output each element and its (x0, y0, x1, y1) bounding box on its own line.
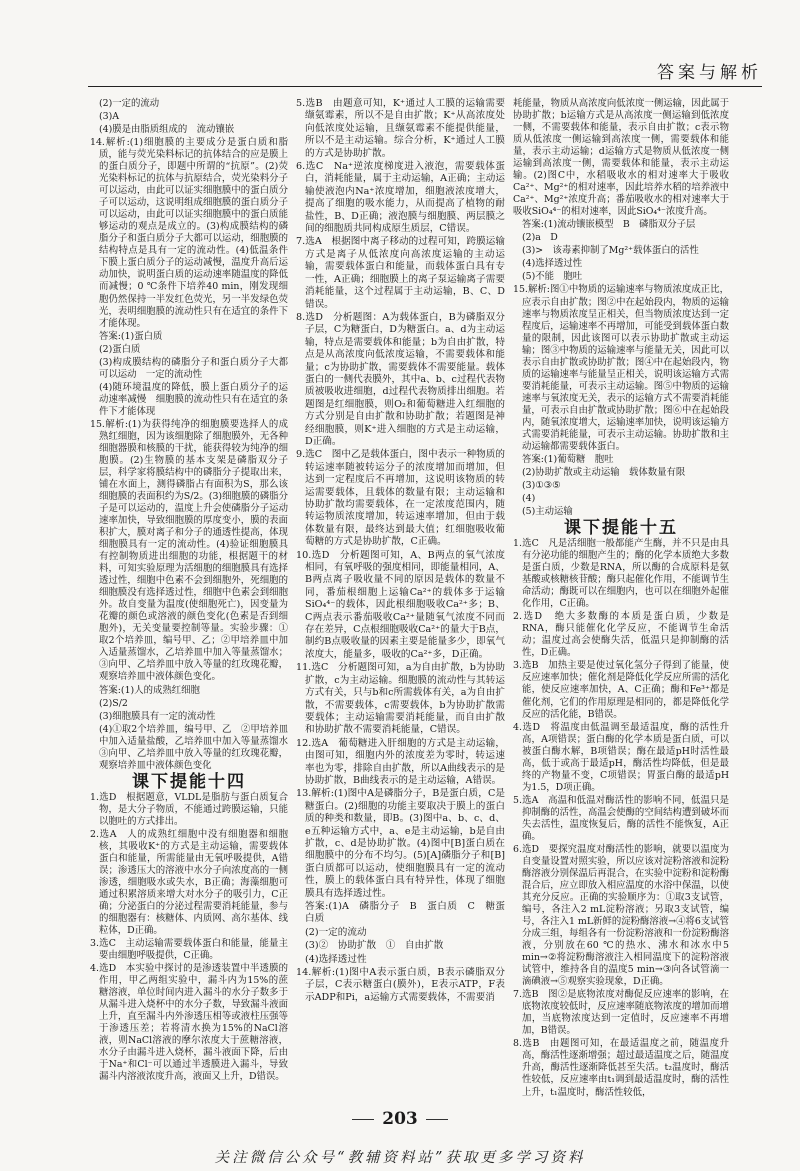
answer-item: 6.选C Na⁺逆浓度梯度进入液泡，需要载体蛋白，消耗能量，属于主动运输，A正确；主动运输使液泡内Na⁺浓度增加，细胞液浓度增大，提高了细胞的吸水能力，从而提高了植物的耐盐性，B、D正确；液泡膜与细胞膜、两层膜之间的细胞质共同构成原生质层，C错误。 (296, 161, 505, 235)
answer-line: (3)构成膜结构的磷脂分子和蛋白质分子大都可以运动 一定的流动性 (99, 356, 288, 380)
answer-line: (4) (522, 493, 536, 504)
answer-line: (4)选择透过性 (305, 953, 367, 965)
answer-item: 13.解析:(1)图中A是磷脂分子，B是蛋白质，C是糖蛋白。(2)细胞的功能主要取决于膜上的蛋白质的种类和数量，即B。(3)图中a、b、c、d、e五种运输方式中，a、e是主动运输，b是自由扩散，c、d是协助扩散。(4)图中[B]蛋白质在细胞膜中的分布不均匀。(5)[A]磷脂分子和[B]蛋白质都可以运动，使细胞膜具有一定的流动性，膜上的载体蛋白具有特异性，体现了细胞膜具有选择透过性。 (296, 788, 505, 899)
answer-line: (2)协助扩散或主动运输 载体数量有限 (522, 466, 686, 478)
answer-line: (2)一定的流动 (99, 98, 160, 109)
answer-line: 答案:(1)人的成熟红细胞 (99, 684, 200, 696)
answer-line: (2)一定的流动 (305, 926, 367, 938)
section-heading: 课下提能十五 (564, 518, 678, 539)
answer-line: (2)蛋白质 (99, 343, 141, 355)
answer-line: (5)不能 胞吐 (522, 271, 583, 283)
section-heading: 课下提能十四 (132, 771, 246, 792)
answer-item: 5.选B 由题意可知，K⁺通过人工膜的运输需要缬氨霉素，所以不是自由扩散；K⁺从高浓度处向低浓度处运输，且缬氨霉素不能提供能量，所以不是主动运输。综合分析，K⁺通过人工膜的方式是协助扩散。 (296, 98, 505, 159)
answer-item: 15.解析:(1)为获得纯净的细胞膜要选择人的成熟红细胞，因为该细胞除了细胞膜外，无各种细胞器膜和核膜的干扰，能获得较为纯净的细胞膜。(2)生物膜的基本支架是磷脂双分子层，科学家将膜结构中的磷脂分子提取出来，铺在水面上，测得磷脂占有面积为S，那么该细胞膜的表面积约为S/2。(3)细胞膜的磷脂分子是可以运动的，温度上升会使磷脂分子运动速率加快，导致细胞膜的厚度变小，膜的表面积扩大，膜对离子和分子的通透性提高，体现细胞膜具有一定的流动性。(4)验证细胞膜具有控制物质进出细胞的功能，根据题干的材料，可知实验原理为活细胞的细胞膜具有选择透过性，细胞中色素不会到细胞外，死细胞的细胞膜没有选择透过性，细胞中色素会到细胞外。故自变量为温度(使细胞死亡)，因变量为花瓣的颜色或溶液的颜色变化(色素是否到细胞外)，无关变量要控制等量。实验步骤：①取2个培养皿，编号甲、乙；②甲培养皿中加入适量蒸馏水，乙培养皿中加入等量蒸馏水；③向甲、乙培养皿中放入等量的红玫瑰花瓣，观察培养皿中液体颜色变化。 (90, 418, 288, 683)
answer-item: 4.选D 将温度由低温调至最适温度，酶的活性升高，A项错误；蛋白酶的化学本质是蛋白质，可以被蛋白酶水解，B项错误；酶在最适pH时活性最高，低于或高于最适pH，酶活性均降低，但是最终的产物量不变，C项错误；胃蛋白酶的最适pH为1.5，D项正确。 (513, 721, 729, 793)
column-left (90, 98, 298, 1085)
column-right (513, 98, 729, 1100)
header-rule (88, 86, 762, 87)
answer-item: 7.选B 图②是底物浓度对酶促反应速率的影响，在底物浓度较低时，反应速率随底物浓度的增加而增加，当底物浓度达到一定值时，反应速率不再增加，B错误。 (513, 989, 729, 1037)
answer-line: (4)选择透过性 (522, 258, 583, 270)
column-middle (296, 98, 505, 1005)
header-title: 答案与解析 (657, 63, 762, 83)
answer-line: (4)①取2个培养皿，编号甲、乙 ②甲培养皿中加入适量盐酸，乙培养皿中加入等量蒸馏水 ③向甲、乙培养皿中放入等量的红玫瑰花瓣，观察培养皿中液体颜色变化 (99, 723, 298, 771)
answer-item: 8.选B 由题图可知，在最适温度之前，随温度升高，酶活性逐渐增强；超过最适温度之后，随温度升高，酶活性逐渐降低甚至失活。t₂温度时，酶活性较低，反应速率由t₁调到最适温度时，酶的活性上升，t₁温度时，酶活性较低， (513, 1038, 729, 1098)
answer-item: 5.选A 高温和低温对酶活性的影响不同，低温只是抑制酶的活性，高温会使酶的空间结构遭到破坏而失去活性，温度恢复后，酶的活性不能恢复，A正确。 (513, 794, 729, 842)
answer-item: 8.选D 分析题图：A为载体蛋白，B为磷脂双分子层，C为糖蛋白，D为糖蛋白。a、d为主动运输，特点是需要载体和能量；b为自由扩散，特点是从高浓度向低浓度运输，不需要载体和能量；c为协助扩散，需要载体不需要能量。载体蛋白的一侧代表膜外，其中a、b、c过程代表物质被吸收进细胞，d过程代表物质排出细胞。若题图是红细胞膜，则O₂和葡萄糖进入红细胞的方式分别是自由扩散和协助扩散；若题图是神经细胞膜，则K⁺进入细胞的方式是主动运输，D正确。 (296, 311, 505, 447)
page-number-value: 203 (382, 1109, 418, 1129)
answer-item: 6.选D 要探究温度对酶活性的影响，就要以温度为自变量设置对照实验，所以应该对淀粉溶液和淀粉酶溶液分别保温后再混合，在实验中淀粉和淀粉酶混合后，应立即放入相应温度的水浴中保温，以使其充分反应。正确的实验顺序为：①取3支试管，编号，各注入2 mL淀粉溶液；另取3支试管，编号，各注入1 mL新鲜的淀粉酶溶液→④将6支试管分成三组，每组各有一份淀粉溶液和一份淀粉酶溶液，分别放在60 ℃的热水、沸水和冰水中5 min→②将淀粉酶溶液注入相同温度下的淀粉溶液试管中，维持各自的温度5 min→③向各试管滴一滴碘液→⑤观察实验现象，D正确。 (513, 843, 729, 988)
page-number-dash-left (352, 1119, 374, 1120)
answer-line: (5)主动运输 (522, 506, 573, 518)
page-number (0, 1109, 800, 1129)
footer-note: 关注微信公众号“教辅资料站”获取更多学习资料 (214, 1150, 586, 1166)
answer-item: 11.选C 分析题图可知，a为自由扩散，b为协助扩散，c为主动运输。细胞膜的流动性与其转运方式有关，只与b和c所需载体有关，a为自由扩散，不需要载体，c需要载体，b为协助扩散需要载体；主动运输需要消耗能量，而自由扩散和协助扩散不需要消耗能量，C错误。 (296, 662, 505, 736)
answer-item: 1.选D 根据题意，VLDL是脂肪与蛋白质复合物，是大分子物质，不能通过跨膜运输，只能以胞吐的方式排出。 (90, 791, 288, 827)
answer-line: 耗能量，物质从高浓度向低浓度一侧运输，因此属于协助扩散；b运输方式是从高浓度一侧运输到低浓度一侧，不需要载体和能量，表示自由扩散；c表示物质从低浓度一侧运输到高浓度一侧，需要载体和能量，表示主动运输；d运输方式是物质从低浓度一侧运输到高浓度一侧，需要载体和能量，表示主动运输。(2)图C中，水稻吸收水的相对速率大于吸收Ca²⁺、Mg²⁺的相对速率，因此培养水稻的培养液中Ca²⁺、Mg²⁺浓度升高；番茄吸收水的相对速率大于吸收SiO₄⁴⁻的相对速率，因此SiO₄⁴⁻浓度升高。 (513, 98, 729, 218)
answer-line: 答案:(1)A 磷脂分子 B 蛋白质 C 糖蛋白质 (305, 901, 505, 925)
answer-item: 2.选D 绝大多数酶的本质是蛋白质，少数是RNA，酶只能催化化学反应，不能调节生命活动；温度过高会使酶失活，低温只是抑制酶的活性，D正确。 (513, 611, 729, 659)
answer-item: 9.选C 图中乙是载体蛋白，图中表示一种物质的转运速率随被转运分子的浓度增加而增加，但达到一定程度后不再增加，这说明该物质的转运需要载体，且载体的数量有限；主动运输和协助扩散均需要载体，在一定浓度范围内，随转运物质浓度增加，转运速率增加，但由于载体数量有限，最终达到最大值；红细胞吸收葡萄糖的方式是协助扩散，C正确。 (296, 449, 505, 548)
answer-item: 7.选A 根据图中离子移动的过程可知，跨膜运输方式是离子从低浓度向高浓度运输的主动运输，需要载体蛋白和能量，而载体蛋白具有专一性，A正确；细胞膜上的离子泵运输离子需要消耗能量，这个过程属于主动运输，B、C、D错误。 (296, 236, 505, 310)
answer-item: 2.选A 人的成熟红细胞中没有细胞器和细胞核，其吸收K⁺的方式是主动运输，需要载体蛋白和能量，所需能量由无氧呼吸提供，A错误；渗透压大的溶液中水分子向浓度高的一侧渗透，细胞吸水或失水，B正确；海藻细胞可通过积累溶质来增大对水分子的吸引力，C正确；分泌蛋白的分泌过程需要消耗能量，参与的细胞器有：核糖体、内质网、高尔基体、线粒体，D正确。 (90, 828, 288, 937)
answer-item: 10.选D 分析题图可知，A、B两点的氧气浓度相同，有氧呼吸的强度相同，即能量相同，A、B两点离子吸收量不同的原因是载体的数量不同，番茄根细胞上运输Ca²⁺的载体多于运输SiO₄⁴⁻的载体，因此根细胞吸收Ca²⁺多；B、C两点表示番茄吸收Ca²⁺量随氧气浓度不同而存在差异，C点根细胞吸收Ca²⁺的量大于B点，制约B点吸收量的因素主要是能量多少，即氧气浓度大，能量多，吸收的Ca²⁺多，D正确。 (296, 549, 505, 660)
answer-line: (3)A (99, 111, 120, 123)
answer-line: (4)随环境温度的降低，膜上蛋白质分子的运动速率减慢 细胞膜的流动性只有在适宜的条件下才能体现 (99, 381, 288, 417)
answer-line: (3)> 该毒素抑制了Mg²⁺载体蛋白的活性 (522, 245, 699, 257)
answer-line: 答案:(1)流动镶嵌模型 B 磷脂双分子层 (522, 219, 696, 231)
answer-item: 15.解析:图①中物质的运输速率与物质浓度成正比，应表示自由扩散；图②中在起始段内，物质的运输速率与物质浓度呈正相关，但当物质浓度达到一定程度后，运输速率不再增加，可能受到载体蛋白数量的限制，因此该图可以表示协助扩散或主动运输；图③中物质的运输速率与能量无关，因此可以表示自由扩散或协助扩散；图④中在起始段内，物质的运输速率与能量呈正相关，说明该运输方式需要消耗能量，可表示主动运输。图⑤中物质的运输速率与氧浓度无关，表示的运输方式不需要消耗能量，可表示自由扩散或协助扩散；图⑥中在起始段内，随氧浓度增大，运输速率加快，说明该运输方式需要消耗能量，可表示主动运输。协助扩散和主动运输都需要载体蛋白。 (513, 284, 729, 452)
answer-line: (3)细胞膜具有一定的流动性 (99, 710, 216, 722)
answer-item: 14.解析:(1)图中A表示蛋白质，B表示磷脂双分子层，C表示糖蛋白(膜外)，E表示ATP，F表示ADP和Pi，a运输方式需要载体，不需要消 (296, 967, 505, 1003)
answer-item: 1.选C 凡是活细胞一般都能产生酶，并不只是由具有分泌功能的细胞产生的；酶的化学本质绝大多数是蛋白质，少数是RNA，所以酶的合成原料是氨基酸或核糖核苷酸；酶只起催化作用，不能调节生命活动；酶既可以在细胞内，也可以在细胞外起催化作用，C正确。 (513, 538, 729, 610)
answer-line: (4)膜是由脂质组成的 流动镶嵌 (99, 124, 235, 136)
answer-item: 14.解析:(1)细胞膜的主要成分是蛋白质和脂质，能与荧光染料标记的抗体结合的应是膜上的蛋白质分子，即题中所谓的“抗原”。(2)荧光染料标记的抗体与抗原结合，荧光染料分子可以运动，由此可以证实细胞膜中的蛋白质分子可以运动，这说明组成细胞膜的蛋白质分子可以运动，由此可以证实细胞膜中的蛋白质能够运动的观点是成立的。(3)构成膜结构的磷脂分子和蛋白质分子大都可以运动，细胞膜的结构特点是具有一定的流动性。(4)低温条件下膜上蛋白质分子的运动减慢，温度升高后运动加快，说明蛋白质的运动速率随温度的降低而减慢；0 ℃条件下培养40 min，刚发现细胞仍然保持一半发红色荧光，另一半发绿色荧光，表明细胞膜的流动性只有在适宜的条件下才能体现。 (90, 137, 288, 329)
answer-line: (2)S/2 (99, 697, 128, 709)
answer-item: 12.选A 葡萄糖进入肝细胞的方式是主动运输，由图可知，细胞内外的浓度差为零时，转运速率也为零，排除自由扩散，所以A曲线表示的是协助扩散，B曲线表示的是主动运输，A错误。 (296, 737, 505, 786)
answer-line: 答案:(1)蛋白质 (99, 330, 163, 342)
answer-line: (3)①③⑤ (522, 479, 561, 491)
page-header (0, 0, 800, 88)
answer-item: 4.选D 本实验中探讨的是渗透装置中半透膜的作用，甲乙两组实验中，漏斗内为15%的蔗糖溶液，单位时间内进入漏斗的水分子数多于从漏斗进入烧杯中的水分子数，导致漏斗液面上升，直至漏斗内外渗透压相等或液柱压强等于渗透压差；若将清水换为15%的NaCl溶液，则NaCl溶液的摩尔浓度大于蔗糖溶液，水分子由漏斗进入烧杯，漏斗液面下降，后由于Na⁺和Cl⁻可以通过半透膜进入漏斗，导致漏斗内溶液浓度升高，液面又上升，D错误。 (90, 963, 288, 1083)
page-number-dash-right (426, 1119, 448, 1120)
answer-item: 3.选C 主动运输需要载体蛋白和能量，能量主要由细胞呼吸提供，C正确。 (90, 938, 288, 962)
answer-line: 答案:(1)葡萄糖 胞吐 (522, 453, 614, 465)
answer-line: (3)② 协助扩散 ① 自由扩散 (305, 940, 444, 952)
answer-item: 3.选B 加热主要是使过氧化氢分子得到了能量，使反应速率加快；催化剂是降低化学反应所需的活化能，使反应速率加快，A、C正确；酶和Fe³⁺都是催化剂，它们的作用原理是相同的，都是降低化学反应的活化能，B错误。 (513, 660, 729, 720)
answer-line: (2)a D (522, 232, 558, 244)
